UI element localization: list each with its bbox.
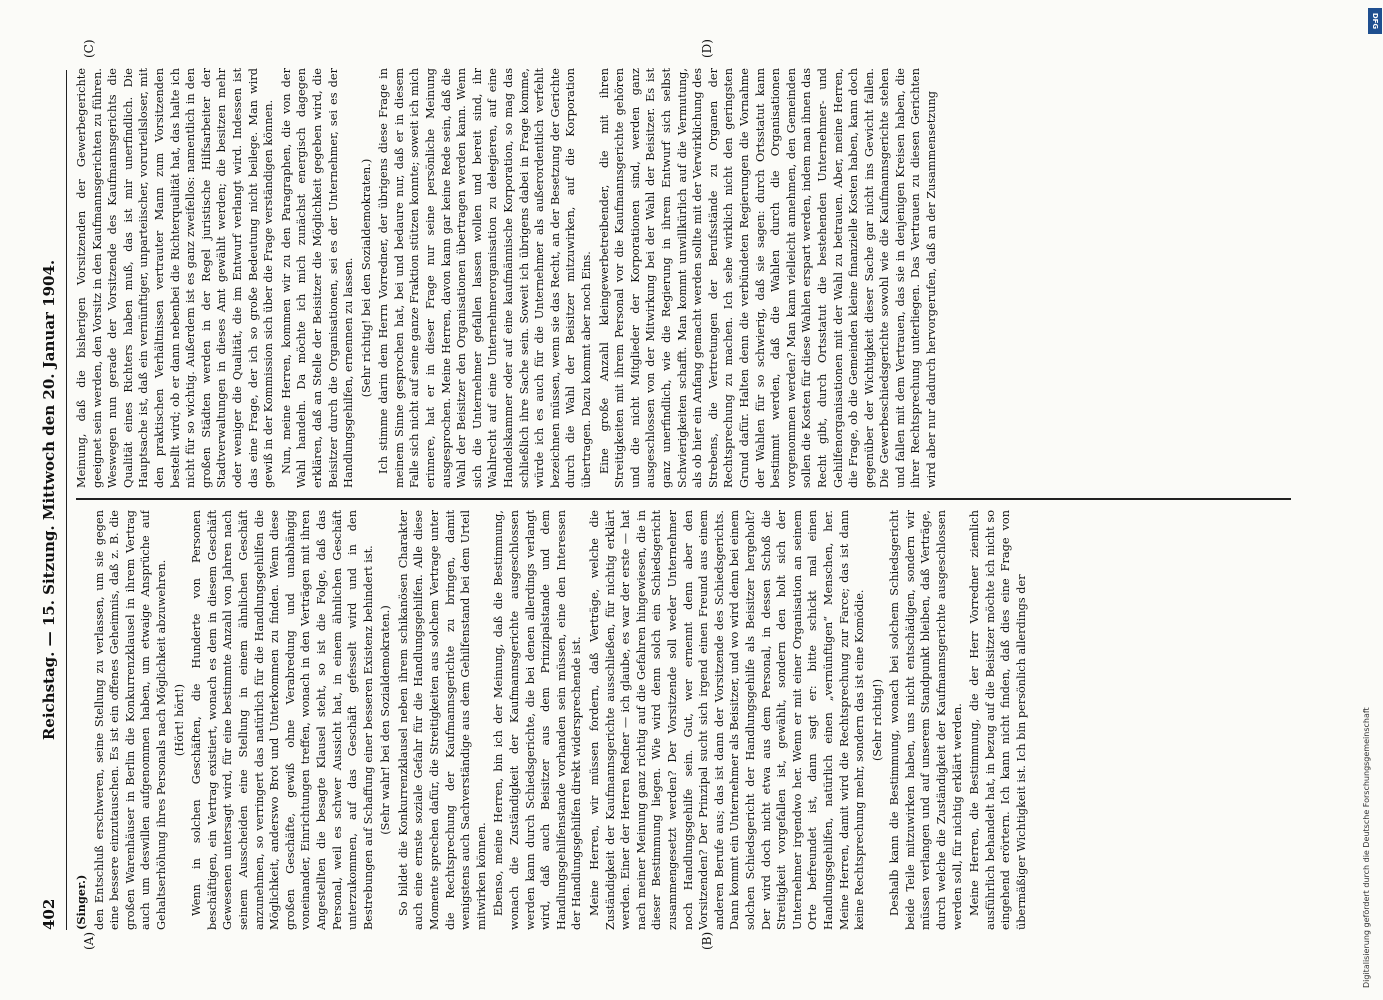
column-divider [76, 498, 1291, 500]
paragraph: Ich stimme darin dem Herrn Vorredner, der übrigens diese Frage in meinem Sinne gesprochen hat, bei und bedaure nur, daß er in diesem Falle sich nicht auf seine ganze Fraktion stützen konnte; soweit ich mich erinnere, hat er in dieser Frage nur seine persönliche Meinung ausgesprochen. Meine Herren, davon kann gar keine Rede sein, daß die Wahl der Beisitzer den Organisationen übertragen werden kann. Wenn sich die Unternehmer gefallen lassen wollen und bereit sind, ihr Wahlrecht auf eine Unternehmerorganisation zu delegieren, auf eine Handelskammer oder auf eine kaufmännische Korporation, so mag das schließlich ihre Sache sein. Soweit ich übrigens dabei in Frage komme, würde ich es auch für die Unternehmer als außerordentlich verfehlt bezeichnen müssen, wenn sie das Recht, an der Besetzung der Gerichte durch die Wahl der Beisitzer mitzuwirken, auf die Korporation übertragen. Dazu kommt aber noch Eins. [377, 68, 593, 488]
paragraph: Meine Herren, wir müssen fordern, daß Verträge, welche die Zuständigkeit der Kaufmannsgerichte ausschließen, für nichtig erklärt werden. Einer der Herren Redner — ich glaube, es war der erste — hat nach meiner Meinung ganz richtig auf die Gefahren hingewiesen, die in dieser Bestimmung liegen. Wie wird denn solch ein Schiedsgericht zusammengesetzt werden? Der Vorsitzende soll weder Unternehmer noch Handlungsgehilfe sein. Gut, wer ernennt denn aber den Vorsitzenden? Der Prinzipal sucht sich irgend einen Freund aus einem anderen Berufe aus; das ist dann der Vorsitzende des Schiedsgerichts. Dann kommt ein Unternehmer als Beisitzer, und wo wird denn bei einem solchen Schiedsgericht der Handlungsgehilfe als Beisitzer hergeholt? Der wird doch nicht etwa aus dem Personal, in dessen Schoß die Streitigkeit vorgefallen ist, gewählt, sondern den holt sich der Unternehmer irgendwo her. Wenn er mit einer Organisation an seinem Orte befreundet ist, dann sagt er: bitte schickt mal einen Handlungsgehilfen, natürlich einen „vernünftigen“ Menschen, her. Meine Herren, damit wird die Rechtsprechung zur Farce; das ist dann keine Rechtsprechung mehr, sondern das ist eine Komödie. [588, 510, 867, 930]
paragraph: Deshalb kann die Bestimmung, wonach bei solchem Schiedsgericht beide Teile mitzuwirken haben, uns nicht entschädigen, sondern wir müssen verlangen und auf unserem Standpunkt bleiben, daß Verträge, durch welche die Zuständigkeit der Kaufmannsgerichte ausgeschlossen werden soll, für nichtig erklärt werden. [888, 510, 964, 930]
page-number: 402 [40, 898, 58, 930]
paragraph: Meinung, daß die bisherigen Vorsitzenden der Gewerbegerichte geeignet sein werden, den Vorsitz in den Kaufmannsgerichten zu führen. Weswegen nun gerade der Vorsitzende des Kaufmannsgerichts die Qualität eines Richters haben muß, das ist mir unerfindlich. Die Hauptsache ist, daß ein vernünftiger, unparteiischer, vorurteilsloser, mit den praktischen Verhältnissen vertrauter Mann zum Vorsitzenden bestellt wird; ob er dann nebenbei die Richterqualität hat, das halte ich nicht für so wichtig. Außerdem ist es ganz zweifellos: namentlich in den großen Städten werden in der Regel juristische Hilfsarbeiter der Stadtverwaltungen in dieses Amt gewählt werden; die besitzen mehr oder weniger die Qualität, die im Entwurf verlangt wird. Indessen ist das eine Frage, der ich so große Bedeutung nicht beilege. Man wird gewiß in der Kommission sich über die Frage verständigen können. [75, 68, 276, 488]
paragraph: So bildet die Konkurrenzklausel neben ihrem schikanösen Charakter auch eine ernste soziale Gefahr für die Handlungsgehilfen. Alle diese Momente sprechen dafür, die Streitigkeiten aus solchem Vertrage unter die Rechtsprechung der Kaufmannsgerichte zu bringen, damit wenigstens auch Sachverständige aus dem Gehilfenstand bei dem Urteil mitwirken können. [396, 510, 488, 930]
paragraph: Meine Herren, die Bestimmung, die der Herr Vorredner ziemlich ausführlich behandelt hat, in bezug auf die Beisitzer möchte ich nicht so eingehend erörtern. Ich kann nicht finden, daß dies eine Frage von übermäßiger Wichtigkeit ist. Ich bin persönlich allerdings der [968, 510, 1029, 930]
dfg-logo: DFG [1368, 8, 1382, 34]
interjection: (Sehr wahr! bei den Sozialdemokraten.) [379, 605, 393, 835]
paragraph: den Entschluß erschweren, seine Stellung zu verlassen, um sie gegen eine bessere einzutauschen. Es ist ein offenes Geheimnis, daß z. B. die großen Warenhäuser in Berlin die Konkurrenzklausel in ihrem Vertrag auch um deswillen aufgenommen haben, um etwaige Ansprüche auf Gehaltserhöhung ihres Personals nach Möglichkeit abzuwehren. [92, 510, 168, 930]
page-header [40, 70, 64, 930]
paragraph: Eine große Anzahl kleingewerbetreibender, die mit ihren Streitigkeiten mit ihrem Personal vor die Kaufmannsgerichte gehören und die nicht Mitglieder der Korporationen sind, werden ganz ausgeschlossen von der Mitwirkung bei der Wahl der Beisitzer. Es ist ganz unerfindlich, wie die Regierung in ihrem Entwurf sich selbst Schwierigkeiten schafft. Man kommt unwillkürlich auf die Vermutung, als ob hier ein Anfang gemacht werden sollte mit der Verwirklichung des Strebens, die Vertretungen der Berufsstände zu Organen der Rechtsprechung zu machen. Ich sehe wirklich nicht den geringsten Grund dafür. Halten denn die verbündeten Regierungen die Vornahme der Wahlen für so schwierig, daß sie sagen: durch Ortsstatut kann bestimmt werden, daß die Wahlen durch die Organisationen vorgenommen werden? Man kann vielleicht annehmen, den Gemeinden sollen die Kosten für diese Wahlen erspart werden, indem man ihnen das Recht gibt, durch Ortsstatut die bestehenden Unternehmer- und Gehilfenorganisationen mit der Wahl zu betrauen. Aber, meine Herren, die Frage, ob die Gemeinden kleine finanzielle Kosten haben, kann doch gegenüber der Wichtigkeit dieser Sache gar nicht ins Gewicht fallen. Die Gewerbeschiedsgerichte sowohl wie die Kaufmannsgerichte stehen und fallen mit dem Vertrauen, das sie in denjenigen Kreisen haben, die ihrer Rechtsprechung unterliegen. Das Vertrauen zu diesen Gerichten wird aber nur dadurch hervorgerufen, daß an der Zusammensetzung [597, 68, 939, 488]
paragraph: Nun, meine Herren, kommen wir zu den Paragraphen, die von der Wahl handeln. Da möchte ich mich zunächst energisch dagegen erklären, daß an Stelle der Beisitzer die Möglichkeit gegeben wird, die Beisitzer durch die Organisationen, sei es der Unternehmer, sei es der Handlungsgehilfen, ernennen zu lassen. [279, 68, 356, 488]
right-column [74, 68, 1294, 488]
margin-marker-c: (C) [82, 39, 96, 58]
paragraph: Ebenso, meine Herren, bin ich der Meinung, daß die Bestimmung, wonach die Zuständigkeit der Kaufmannsgerichte ausgeschlossen werden kann durch Schiedsgerichte, die bei denen allerdings verlangt wird, daß auch Beisitzer aus dem Prinzipalstande und dem Handlungsgehilfenstande vorhanden sein müssen, eine den Interessen der Handlungsgehilfen direkt widersprechende ist. [492, 510, 584, 930]
header-rule [66, 70, 67, 930]
margin-marker-b: (B) [700, 931, 714, 950]
credit-text: Digitalisierung gefördert durch die Deutsche Forschungsgemeinschaft [1362, 707, 1371, 988]
paragraph: Wenn in solchen Geschäften, die Hunderte von Personen beschäftigen, ein Vertrag existiert, wonach es dem in diesem Geschäft Gewesenen untersagt wird, für eine bestimmte Anzahl von Jahren nach seinem Ausscheiden eine Stellung in einem ähnlichen Geschäft anzunehmen, so verringert das natürlich für die Handlungsgehilfen die Möglichkeit, anderswo Brot und Unterkommen zu finden. Wenn diese großen Geschäfte, gewiß ohne Verabredung und unabhängig voneinander, Einrichtungen treffen, wonach in den Verträgen mit ihren Angestellten die besagte Klausel steht, so ist die Folge, daß das Personal, weil es schwer Aussicht hat, in einem ähnlichen Geschäft unterzukommen, auf das Geschäft gefesselt wird und in den Bestrebungen auf Schaffung einer besseren Existenz behindert ist. [190, 510, 375, 930]
left-column [74, 510, 1294, 930]
digitization-credit [1356, 8, 1378, 988]
interjection: (Hört! hört!) [172, 683, 186, 757]
interjection: (Sehr richtig! bei den Sozialdemokraten.) [359, 158, 373, 398]
page-title: Reichstag. — 15. Sitzung. Mittwoch den 20. Januar 1904. [40, 259, 58, 741]
margin-marker-a: (A) [82, 931, 96, 950]
speaker-name: (Singer.) [74, 874, 88, 930]
margin-marker-d: (D) [700, 39, 714, 58]
interjection: (Sehr richtig!) [870, 678, 884, 762]
